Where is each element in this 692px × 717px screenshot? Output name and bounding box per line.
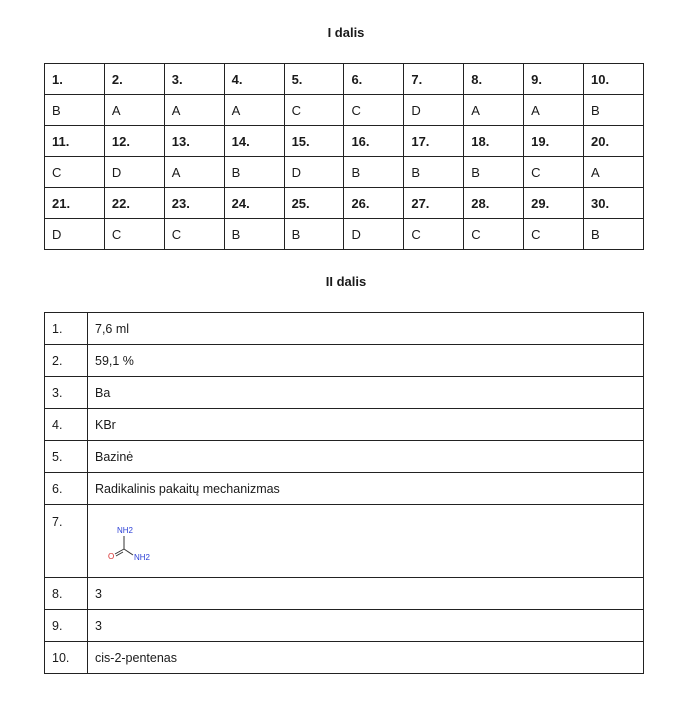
answer-cell: C xyxy=(524,157,584,188)
question-number: 29. xyxy=(524,188,584,219)
question-number: 1. xyxy=(45,64,105,95)
table-row xyxy=(45,377,644,409)
question-number: 1. xyxy=(45,313,88,345)
question-number: 4. xyxy=(45,409,88,441)
question-number: 20. xyxy=(584,126,644,157)
answer-cell: C xyxy=(284,95,344,126)
answer-cell: B xyxy=(224,219,284,250)
question-number: 21. xyxy=(45,188,105,219)
bond-line xyxy=(124,549,133,555)
question-number: 4. xyxy=(224,64,284,95)
question-number: 27. xyxy=(404,188,464,219)
question-number: 12. xyxy=(104,126,164,157)
answer-cell: A xyxy=(224,95,284,126)
table-row-numbers xyxy=(45,188,644,219)
question-number: 10. xyxy=(45,642,88,674)
table-row xyxy=(45,578,644,610)
answer-cell: C xyxy=(404,219,464,250)
answer-cell: A xyxy=(104,95,164,126)
table-row xyxy=(45,441,644,473)
table-row xyxy=(45,505,644,578)
question-number: 23. xyxy=(164,188,224,219)
answer-cell: B xyxy=(584,95,644,126)
answer-cell: 7,6 ml xyxy=(88,313,644,345)
question-number: 25. xyxy=(284,188,344,219)
answer-cell: C xyxy=(104,219,164,250)
question-number: 5. xyxy=(45,441,88,473)
answer-cell: KBr xyxy=(88,409,644,441)
part-2-answer-table xyxy=(44,312,644,674)
bond-line xyxy=(115,549,124,554)
question-number: 14. xyxy=(224,126,284,157)
answer-cell: A xyxy=(164,95,224,126)
table-row xyxy=(45,642,644,674)
part-1-title: I dalis xyxy=(327,25,365,40)
question-number: 8. xyxy=(45,578,88,610)
answer-cell: B xyxy=(45,95,105,126)
question-number: 2. xyxy=(104,64,164,95)
answer-cell: B xyxy=(584,219,644,250)
answer-cell: D xyxy=(344,219,404,250)
table-row xyxy=(45,473,644,505)
question-number: 8. xyxy=(464,64,524,95)
table-row xyxy=(45,610,644,642)
table-row xyxy=(45,409,644,441)
question-number: 26. xyxy=(344,188,404,219)
question-number: 28. xyxy=(464,188,524,219)
question-number: 17. xyxy=(404,126,464,157)
answer-cell: B xyxy=(284,219,344,250)
answer-cell: A xyxy=(164,157,224,188)
question-number: 3. xyxy=(45,377,88,409)
answer-cell: D xyxy=(45,219,105,250)
answer-cell: C xyxy=(45,157,105,188)
answer-cell: A xyxy=(524,95,584,126)
answer-cell-structure xyxy=(88,505,644,578)
urea-structure-image xyxy=(95,511,175,565)
part-1-answer-table xyxy=(44,63,644,250)
table-row xyxy=(45,313,644,345)
table-row-numbers xyxy=(45,64,644,95)
answer-cell: 3 xyxy=(88,610,644,642)
answer-cell: C xyxy=(164,219,224,250)
answer-cell: D xyxy=(404,95,464,126)
question-number: 9. xyxy=(524,64,584,95)
question-number: 2. xyxy=(45,345,88,377)
question-number: 7. xyxy=(404,64,464,95)
question-number: 24. xyxy=(224,188,284,219)
table-row-answers xyxy=(45,157,644,188)
answer-cell: A xyxy=(464,95,524,126)
question-number: 13. xyxy=(164,126,224,157)
question-number: 15. xyxy=(284,126,344,157)
question-number: 30. xyxy=(584,188,644,219)
nh2-right-label: NH2 xyxy=(134,553,151,562)
answer-cell: B xyxy=(404,157,464,188)
question-number: 7. xyxy=(45,505,88,578)
nh2-top-label: NH2 xyxy=(117,526,134,535)
question-number: 18. xyxy=(464,126,524,157)
question-number: 16. xyxy=(344,126,404,157)
answer-cell: C xyxy=(464,219,524,250)
question-number: 6. xyxy=(45,473,88,505)
part-2-title: II dalis xyxy=(325,274,367,289)
answer-cell: Radikalinis pakaitų mechanizmas xyxy=(88,473,644,505)
answer-cell: B xyxy=(464,157,524,188)
question-number: 6. xyxy=(344,64,404,95)
answer-cell: A xyxy=(584,157,644,188)
oxygen-label: O xyxy=(108,552,115,561)
answer-cell: cis-2-pentenas xyxy=(88,642,644,674)
answer-cell: Bazinė xyxy=(88,441,644,473)
question-number: 10. xyxy=(584,64,644,95)
answer-cell: B xyxy=(224,157,284,188)
table-row-answers xyxy=(45,95,644,126)
answer-cell: D xyxy=(284,157,344,188)
answer-cell: 3 xyxy=(88,578,644,610)
table-row-answers xyxy=(45,219,644,250)
answer-cell: D xyxy=(104,157,164,188)
answer-cell: 59,1 % xyxy=(88,345,644,377)
question-number: 3. xyxy=(164,64,224,95)
question-number: 9. xyxy=(45,610,88,642)
table-row xyxy=(45,345,644,377)
answer-cell: C xyxy=(524,219,584,250)
table-row-numbers xyxy=(45,126,644,157)
answer-cell: B xyxy=(344,157,404,188)
question-number: 5. xyxy=(284,64,344,95)
question-number: 22. xyxy=(104,188,164,219)
answer-cell: Ba xyxy=(88,377,644,409)
answer-cell: C xyxy=(344,95,404,126)
question-number: 19. xyxy=(524,126,584,157)
question-number: 11. xyxy=(45,126,105,157)
